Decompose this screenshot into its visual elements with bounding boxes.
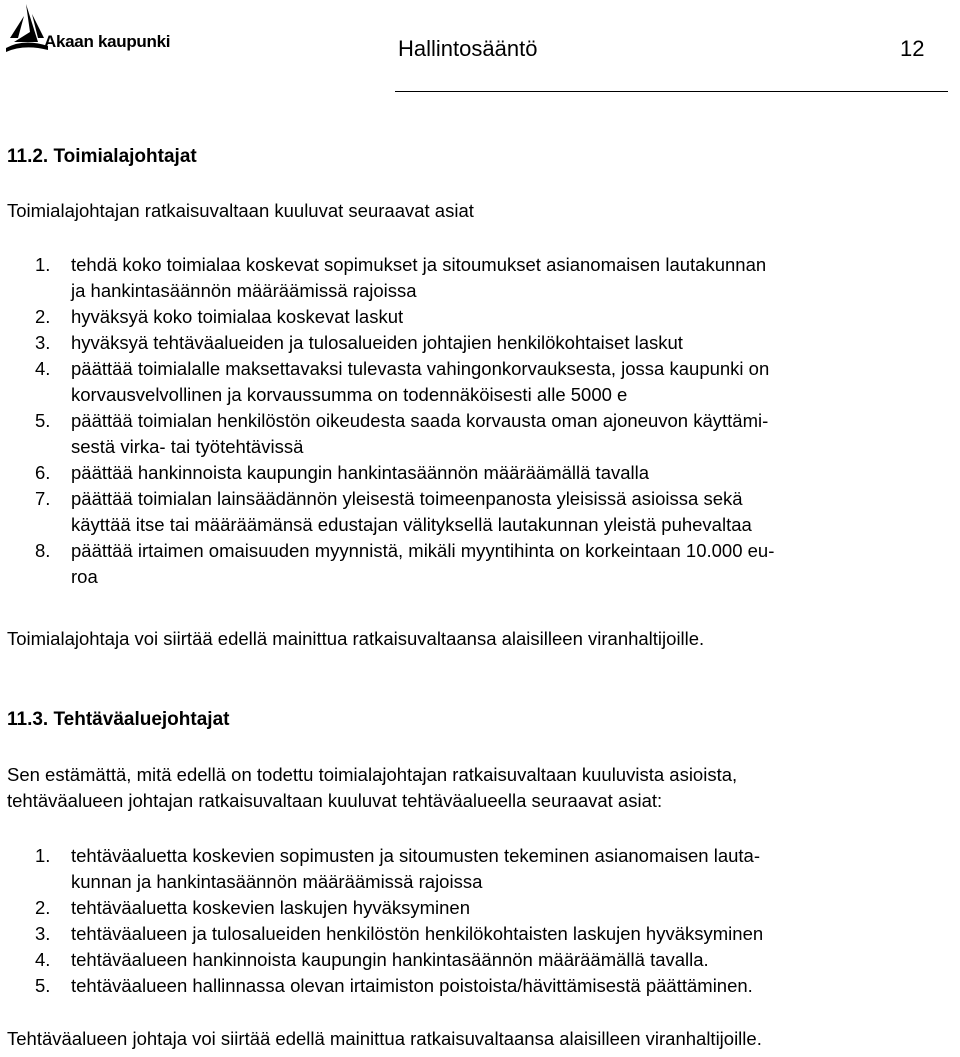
page-number: 12 [900, 36, 925, 61]
list-item: 6. päättää hankinnoista kaupungin hankintasäännön määräämällä tavalla [35, 462, 650, 483]
list-item: 8. päättää irtaimen omaisuuden myynnistä, mikäli myyntihinta on korkeintaan 10.000 eu- roa [35, 540, 775, 587]
list-item: 3. hyväksyä tehtäväalueiden ja tulosalueiden johtajien henkilökohtaiset laskut [35, 332, 683, 353]
section1-closing: Toimialajohtaja voi siirtää edellä mainittua ratkaisuvaltaansa alaisilleen viranhaltijoille. [7, 628, 705, 649]
section2-closing: Tehtäväalueen johtaja voi siirtää edellä mainittua ratkaisuvaltaansa alaisilleen viranhaltijoille. [7, 1028, 762, 1049]
list-item: 3. tehtäväalueen ja tulosalueiden henkilöstön henkilökohtaisten laskujen hyväksyminen [35, 923, 764, 944]
section1-intro: Toimialajohtajan ratkaisuvaltaan kuuluvat seuraavat asiat [7, 200, 474, 221]
list-item: 7. päättää toimialan lainsäädännön yleisestä toimeenpanosta yleisissä asioissa sekä käyttää itse tai määräämänsä edustajan välityksellä lautakunnan yleistä puhevaltaa [35, 488, 752, 535]
list-item: 4. päättää toimialalle maksettavaksi tulevasta vahingonkorvauksesta, jossa kaupunki on korvausvelvollinen ja korvaussumma on todennäköisesti alle 5000 e [35, 358, 770, 405]
list-item: 1. tehdä koko toimialaa koskevat sopimukset ja sitoumukset asianomaisen lautakunnan ja hankintasäännön määräämissä rajoissa [35, 254, 767, 301]
list-item: 2. hyväksyä koko toimialaa koskevat laskut [35, 306, 404, 327]
list-item: 4. tehtäväalueen hankinnoista kaupungin hankintasäännön määräämällä tavalla. [35, 949, 709, 970]
section2-intro: Sen estämättä, mitä edellä on todettu toimialajohtajan ratkaisuvaltaan kuuluvista asioista, tehtäväalueen johtajan ratkaisuvaltaan kuuluvat tehtäväalueella seuraavat asiat: [7, 764, 738, 811]
logo-text: Akaan kaupunki [44, 32, 171, 51]
document-title: Hallintosääntö [398, 36, 538, 61]
list-item: 5. päättää toimialan henkilöstön oikeudesta saada korvausta oman ajoneuvon käyttämi- sestä virka- tai työtehtävissä [35, 410, 769, 457]
section-heading-tehtavaaluejohtajat: 11.3. Tehtäväaluejohtajat [7, 709, 230, 730]
page-header [0, 0, 960, 95]
section2-list [7, 843, 763, 999]
header-divider [395, 91, 948, 92]
section1-list [7, 252, 774, 590]
list-item: 5. tehtäväalueen hallinnassa olevan irtaimiston poistoista/hävittämisestä päättäminen. [35, 975, 753, 996]
section-heading-toimialajohtajat: 11.2. Toimialajohtajat [7, 146, 197, 167]
list-item: 1. tehtäväaluetta koskevien sopimusten ja sitoumusten tekeminen asianomaisen lauta- kunnan ja hankintasäännön määräämissä rajoissa [35, 845, 761, 892]
list-item: 2. tehtäväaluetta koskevien laskujen hyväksyminen [35, 897, 471, 918]
